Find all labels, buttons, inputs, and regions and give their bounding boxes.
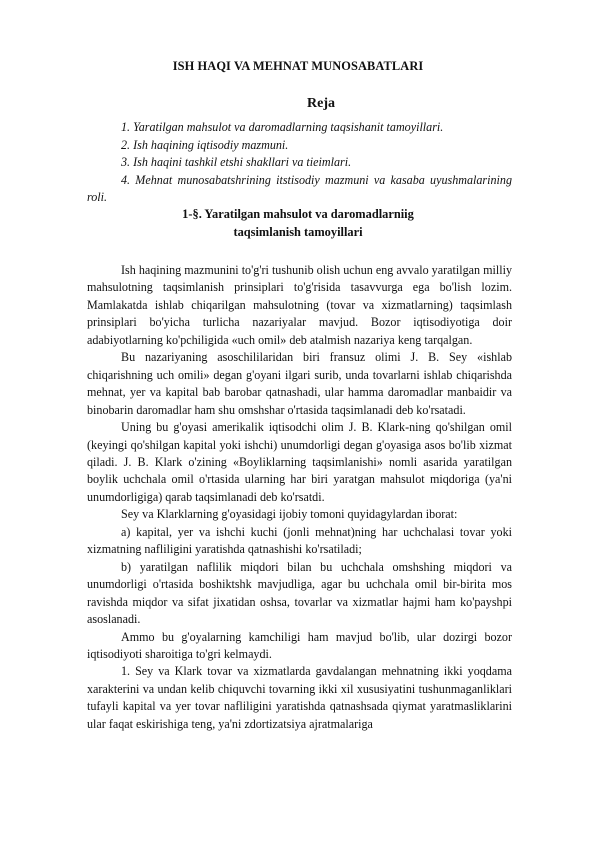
plan-item: 2. Ish haqining iqtisodiy mazmuni. xyxy=(121,137,289,152)
section-heading-line: 1-§. Yaratilgan mahsulot va daromadlarniig xyxy=(182,207,414,221)
plan-list xyxy=(87,119,512,207)
paragraph: Uning bu g'oyasi amerikalik iqtisodchi olim J. B. Klark-ning qo'shilgan omil (keyingi qo'shilgan kapital yoki ishchi) unumdorligi degan g'oyasiga asos bo'lib xizmat qiladi. J. B. Klark o'zining «Boyliklarning taqsimlanishi» nomli asarida yaratilgan boylik uchchala omil o'rtasida ularning har biri yaratgan mahsulot miqdoriga (ya'ni unumdorligiga) qarab taqsimlanadi deb ko'rsatdi. xyxy=(87,420,512,504)
paragraph: Ammo bu g'oyalarning kamchiligi ham mavjud bo'lib, ular dozirgi bozor iqtisodiyoti sharoitiga to'gri kelmaydi. xyxy=(87,629,512,661)
plan-heading: Reja xyxy=(307,96,335,111)
plan-item: 3. Ish haqini tashkil etshi shakllari va tieimlari. xyxy=(121,155,352,170)
plan-item: 4. Mehnat munosabatshrining itstisodiy mazmuni va kasaba uyushmalarining roli. xyxy=(87,172,512,205)
document-title: ISH HAQI VA MEHNAT MUNOSABATLARI xyxy=(172,59,424,73)
paragraph: Sey va Klarklarning g'oyasidagi ijobiy tomoni quyidagylardan iborat: xyxy=(121,507,458,522)
paragraph: Bu nazariyaning asoschililaridan biri fransuz olimi J. B. Sey «ishlab chiqarishning uch omili» degan g'oyani ilgari surib, unda tovarlarni ishlab chiqarishda mehnat, yer va kapital bab barobar qatnashadi, ular hamma daromadlar manbaidir va binobarin daromadlar ham shu omshshar o'rtasida taqsimlanadi deb ko'rsatadi. xyxy=(87,350,512,417)
paragraph: Ish haqining mazmunini to'g'ri tushunib olish uchun eng avvalo yaratilgan milliy mahsulotning taqsimlanish prinsiplari to'g'risida tasavvurga ega bo'lish lozim. Mamlakatda ishlab chiqarilgan mahsulotning (tovar va xizmatlarning) taqsimlash prinsiplari bo'yicha turlicha nazariyalar mavjud. Bozor iqtisodiyotiga doir adabiyotlarning ko'pchiligida «uch omil» deb atalmish nazariya keng tarqalgan. xyxy=(87,263,512,347)
plan-item: 1. Yaratilgan mahsulot va daromadlarning taqsishanit tamoyillari. xyxy=(121,120,444,134)
section-heading xyxy=(0,206,596,242)
paragraph: 1. Sey va Klark tovar va xizmatlarda gavdalangan mehnatning ikki yoqdama xarakterini va undan kelib chiquvchi tovarning ikki xil xususiyatini tushunmaganliklari tufayli kapital va yer tovar nafliligini yaratishda qatnashsada qiymat yaratmasliklarini ular faqat eskirishiga teng, ya'ni zdortizatsiya ajratmalariga xyxy=(87,664,512,731)
paragraph: a) kapital, yer va ishchi kuchi (jonli mehnat)ning har uchchalasi tovar yoki xizmatning nafliligini yaratishda qatnashishi ko'rsatiladi; xyxy=(87,524,512,557)
paragraph: b) yaratilgan naflilik miqdori bilan bu uchchala omshshing miqdori va unumdorligi o'rtasida boshiktshk mavjudliga, agar bu uchchala omil bir-birita mos ravishda miqdor va sifat jixatidan oshsa, tovarlar va xizmatlar hajmi ham ko'payshpi asoslanadi. xyxy=(87,559,512,627)
section-heading-line: taqsimlanish tamoyillari xyxy=(233,224,363,239)
body-text xyxy=(87,262,512,733)
